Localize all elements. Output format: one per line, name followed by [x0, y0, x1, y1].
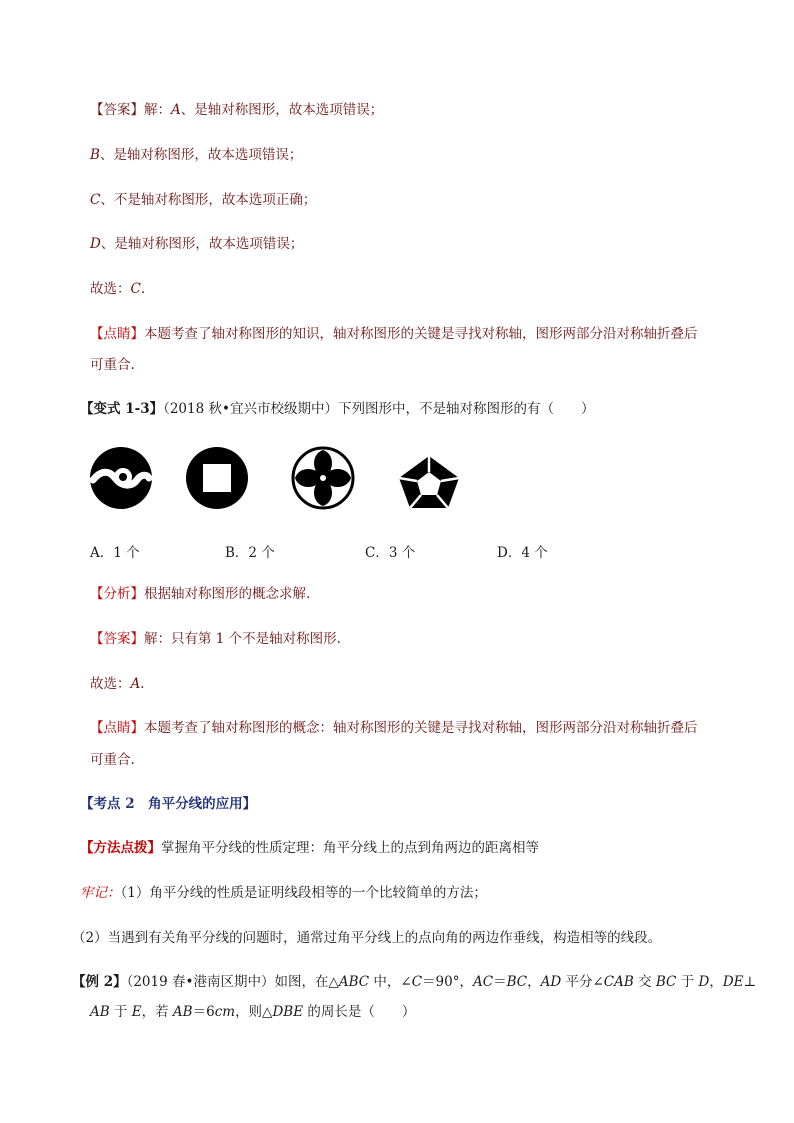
example-label: 【例 2】 — [72, 974, 127, 990]
note2-line-2: 可重合. — [90, 752, 135, 768]
answer-line-3: C、不是轴对称图形，故本选项正确； — [90, 192, 317, 208]
analysis-line: 【分析】根据轴对称图形的概念求解. — [90, 586, 311, 602]
remember-line-1: 牢记：（1）角平分线的性质是证明线段相等的一个比较简单的方法； — [80, 885, 487, 901]
option-c: C．3 个 — [365, 545, 416, 561]
answer2-choice-line: 故选：A. — [90, 676, 145, 692]
variant-question: 【变式 1-3】（2018 秋•宜兴市校级期中）下列图形中，不是轴对称图形的有（ ） — [80, 401, 595, 417]
answer-choice-line: 故选：C. — [90, 281, 146, 297]
variant-label: 【变式 1-3】 — [80, 401, 164, 417]
option-d: D．4 个 — [497, 545, 548, 561]
method-tag: 【方法点拨】 — [80, 840, 161, 856]
figure-pentagon-icon — [397, 454, 461, 510]
option-a: A．1 个 — [90, 545, 140, 561]
note2-line-1: 【点睛】本题考查了轴对称图形的概念：轴对称图形的关键是寻找对称轴，图形两部分沿对称轴折叠后 — [90, 720, 698, 736]
figure-coin-square-icon — [185, 446, 249, 510]
option-b: B．2 个 — [225, 545, 275, 561]
note-line-2: 可重合. — [90, 357, 135, 373]
answer-line-2: B、是轴对称图形，故本选项错误； — [90, 147, 303, 163]
remember-label: 牢记： — [80, 885, 121, 901]
note-line-1: 【点睛】本题考查了轴对称图形的知识，轴对称图形的关键是寻找对称轴，图形两部分沿对称轴折叠后 — [90, 326, 698, 342]
answer2-tag: 【答案】 — [90, 631, 144, 647]
figure-taiji-wave-icon — [89, 446, 153, 510]
section-heading: 【考点 2 角平分线的应用】 — [80, 796, 257, 812]
note-tag: 【点睛】 — [90, 326, 144, 342]
remember-line-2: （2）当遇到有关角平分线的问题时，通常过角平分线上的点向角的两边作垂线，构造相等的线段。 — [72, 930, 662, 946]
example-line-2: AB 于 E，若 AB＝6cm，则△DBE 的周长是（ ） — [90, 1004, 416, 1020]
analysis-tag: 【分析】 — [90, 586, 144, 602]
method-line: 【方法点拨】掌握角平分线的性质定理：角平分线上的点到角两边的距离相等 — [80, 840, 539, 856]
note2-tag: 【点睛】 — [90, 720, 144, 736]
figure-four-petal-icon — [291, 446, 355, 510]
answer2-line: 【答案】解：只有第 1 个不是轴对称图形. — [90, 631, 341, 647]
example-line-1: 【例 2】（2019 春•港南区期中）如图，在△ABC 中，∠C＝90°，AC＝BC，AD 平分∠CAB 交 BC 于 D，DE⊥ — [72, 974, 757, 990]
answer-tag: 【答案】 — [90, 102, 144, 118]
answer-line-4: D、是轴对称图形，故本选项错误； — [90, 236, 304, 252]
answer-line-1: 【答案】解：A、是轴对称图形，故本选项错误； — [90, 102, 384, 118]
